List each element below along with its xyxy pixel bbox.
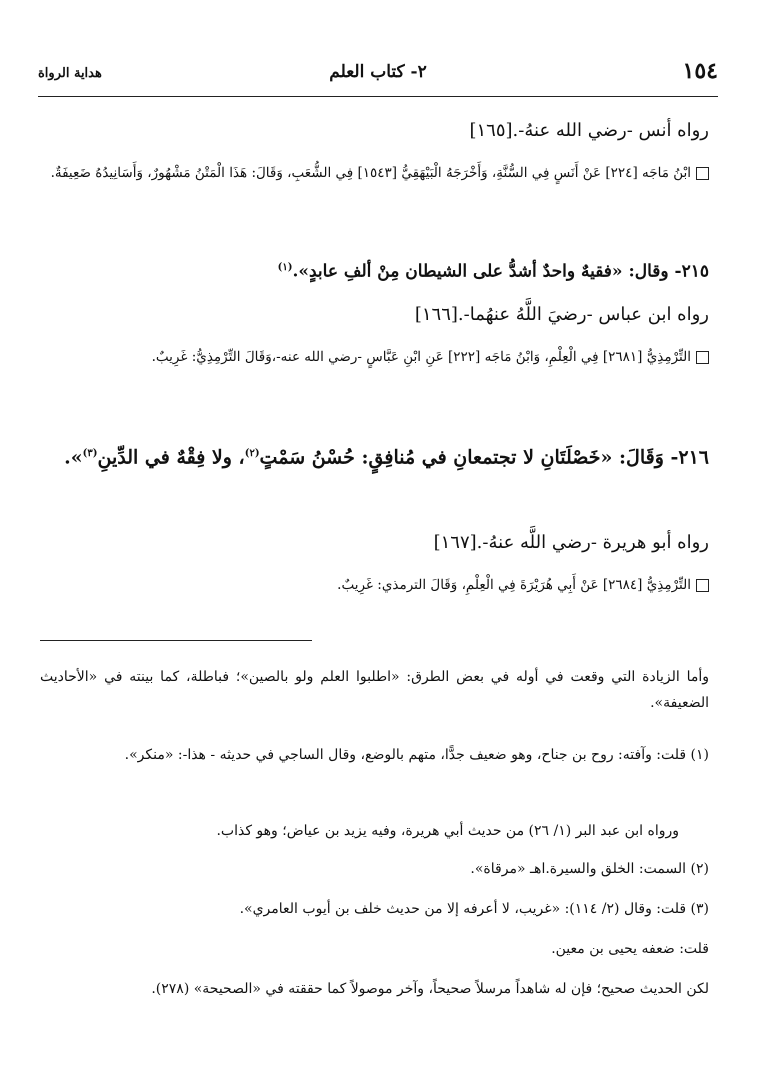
footnote-ref-3: (٣) [82,448,98,459]
page-number: ١٥٤ [682,58,718,84]
narrator-165: رواه أنس -رضي الله عنهُ-.[١٦٥] [469,120,709,141]
square-bullet-icon [696,167,709,180]
source-167 [40,572,709,598]
hadith-216-text-c: ». [64,446,83,469]
header-rule [38,96,718,97]
source-167-text: التِّرْمِذِيُّ [٢٦٨٤] عَنْ أَبِي هُرَيْرَةَ فِي الْعِلْمِ، وَقَالَ الترمذي: غَرِيبٌ. [337,577,691,593]
hadith-215 [40,252,709,288]
footnote-1-continued: ورواه ابن عبد البر (١/ ٢٦) من حديث أبي هريرة، وفيه يزيد بن عياض؛ وهو كذاب. [216,823,679,839]
footnote-ref-1: (١) [277,262,293,273]
narrator-166: رواه ابن عباس -رضيَ اللَّهُ عنهُما-.[١٦٦] [414,304,709,325]
hadith-216-text-a: ٢١٦- وَقَالَ: «خَصْلَتَانِ لا تجتمعانِ في مُنافِقٍ: حُسْنُ سَمْتٍ [259,446,709,469]
footnote-ref-2: (٢) [244,448,260,459]
footnote-3-note: قلت: ضعفه يحيى بن معين. [551,941,709,957]
footnote-separator [40,640,312,641]
hadith-216 [40,438,709,473]
footnote-2: (٢) السمت: الخلق والسيرة.اهـ «مرقاة». [470,861,709,877]
source-165-text: ابْنُ مَاجَه [٢٢٤] عَنْ أَنَسٍ فِي السُّنَّةِ، وَأَخْرَجَهُ الْبَيْهَقِيُّ [١٥٤٣] فِي الشُّعَبِ، وَقَالَ: هَذَا الْمَتْنُ مَشْهُورٌ، وَأَسَانِيدُهُ ضَعِيفَةٌ. [50,165,691,181]
hadith-215-text: ٢١٥- وقال: «فقيهٌ واحدٌ أشدُّ على الشيطان مِنْ ألفِ عابدٍ». [292,261,709,282]
source-166 [40,344,709,370]
square-bullet-icon [696,579,709,592]
footnote-3: (٣) قلت: وقال (٢/ ١١٤): «غريب، لا أعرفه إلا من حديث خلف بن أيوب العامري». [239,901,709,917]
narrator-167: رواه أبو هريرة -رضي اللَّه عنهُ-.[١٦٧] [433,532,709,553]
chapter-title: ٢- كتاب العلم [329,62,427,82]
footnote-intro: وأما الزيادة التي وقعت في أوله في بعض الطرق: «اطلبوا العلم ولو بالصين»؛ فباطلة، كما بينته في «الأحاديث الضعيفة». [40,669,709,711]
book-title: هداية الرواة [38,66,102,81]
source-165 [40,160,709,186]
footnote-1: (١) قلت: وآفته: روح بن جناح، وهو ضعيف جدًّا، متهم بالوضع، وقال الساجي في حديثه - هذا-: «منكر». [124,747,709,763]
footnote-3-conclusion: لكن الحديث صحيح؛ فإن له شاهداً مرسلاً صحيحاً، وآخر موصولاً كما حققته في «الصحيحة» (٢٧٨). [151,981,709,997]
source-166-text: التِّرْمِذِيُّ [٢٦٨١] فِي الْعِلْمِ، وَابْنُ مَاجَه [٢٢٢] عَنِ ابْنِ عَبَّاسٍ -رضي الله عنه-،وَقَالَ التِّرْمِذِيُّ: غَرِيبٌ. [151,349,691,365]
running-header [38,60,718,90]
square-bullet-icon [696,351,709,364]
hadith-216-text-b: ، ولا فِقْهٌ في الدِّينِ [97,446,245,469]
